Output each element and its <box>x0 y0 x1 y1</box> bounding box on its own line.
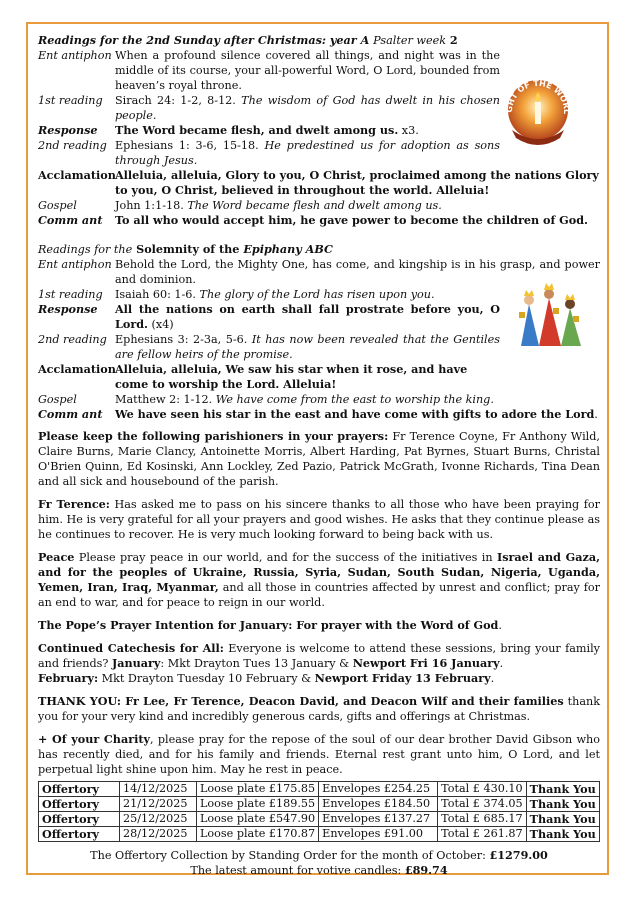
row-label: Gospel <box>38 393 77 406</box>
psalter-week-number: 2 <box>449 33 458 47</box>
offertory-label-cell: Offertory <box>39 812 120 827</box>
standing-order-line <box>38 848 600 863</box>
catechesis-notice <box>38 641 600 686</box>
christmas-response <box>38 123 600 138</box>
offertory-total-cell: Total £ 374.05 <box>438 797 526 812</box>
offertory-label-cell: Offertory <box>39 827 120 842</box>
acclamation-text: Alleluia, alleluia, We saw his star when it rose, and have come to worship the Lord. Alleluia! <box>115 362 468 391</box>
row-label: 1st reading <box>38 288 103 301</box>
epiphany-gospel <box>38 392 600 407</box>
epiphany-1st-reading <box>38 287 600 302</box>
catechesis-newport-jan: Newport Fri 16 January <box>352 656 500 670</box>
epiphany-ent-antiphon <box>38 257 600 287</box>
comm-ant-tail: . <box>594 408 598 421</box>
row-label: Comm ant <box>38 213 103 227</box>
charity-notice <box>38 732 600 777</box>
pope-tail: . <box>498 619 502 632</box>
offertory-label-cell: Offertory <box>39 797 120 812</box>
reading-ref: Isaiah 60: 1-6. <box>115 288 196 301</box>
reading-summary: The glory of the Lord has risen upon you. <box>199 288 435 301</box>
reading-summary: It has now been revealed that the Gentiles are fellow heirs of the promise. <box>115 333 500 361</box>
response-repeat: (x4) <box>147 318 174 331</box>
row-label: Response <box>38 302 98 316</box>
offertory-footer <box>38 848 600 878</box>
psalter-week-label: Psalter week <box>373 34 446 47</box>
standing-order-text: The Offertory Collection by Standing Order for the month of October: <box>90 849 490 862</box>
catechesis-lead: Continued Catechesis for All: <box>38 641 224 655</box>
catechesis-newport-feb: Newport Friday 13 February <box>314 671 491 685</box>
christmas-1st-reading <box>38 93 600 123</box>
offertory-env-cell: Envelopes £91.00 <box>319 827 438 842</box>
row-label: Response <box>38 123 98 137</box>
christmas-comm-ant <box>38 213 600 228</box>
offertory-date-cell: 14/12/2025 <box>120 782 197 797</box>
offertory-row <box>39 827 600 842</box>
epiphany-response <box>38 302 600 332</box>
newsletter-content <box>38 33 600 878</box>
offertory-date-cell: 28/12/2025 <box>120 827 197 842</box>
christmas-readings-heading <box>38 33 600 48</box>
peace-notice <box>38 550 600 610</box>
catechesis-text-2: : Mkt Drayton Tues 13 January & <box>160 657 353 670</box>
reading-summary: He predestined us for adoption as sons through Jesus. <box>115 139 500 167</box>
row-label: Ent antiphon <box>38 49 112 62</box>
offertory-total-cell: Total £ 430.10 <box>438 782 526 797</box>
reading-ref: John 1:1-18. <box>115 199 184 212</box>
prayers-lead: Please keep the following parishioners in your prayers: <box>38 429 389 443</box>
votive-candles-line <box>38 863 600 878</box>
heading-feast: Epiphany ABC <box>243 242 333 256</box>
pope-lead: The Pope’s Prayer Intention for January: For prayer with the Word of God <box>38 618 499 632</box>
reading-ref: Sirach 24: 1-2, 8-12. <box>115 94 236 107</box>
catechesis-january: January <box>111 656 161 670</box>
thank-you-notice <box>38 694 600 724</box>
offertory-plate-cell: Loose plate £189.55 <box>197 797 319 812</box>
catechesis-text-3: . <box>499 657 504 670</box>
row-label: Ent antiphon <box>38 258 112 271</box>
reading-ref: Ephesians 1: 3-6, 15-18. <box>115 139 259 152</box>
votive-candles-text: The latest amount for votive candles: <box>190 864 405 877</box>
reading-ref: Ephesians 3: 2-3a, 5-6. <box>115 333 248 346</box>
offertory-table <box>38 781 600 842</box>
acclamation-text: Alleluia, alleluia, Glory to you, O Christ, proclaimed among the nations Glory to you, O Christ, believed in throughout the world. Alleluia! <box>115 168 599 197</box>
row-label: Comm ant <box>38 407 103 421</box>
offertory-plate-cell: Loose plate £547.90 <box>197 812 319 827</box>
row-label: 1st reading <box>38 94 103 107</box>
standing-order-amount: £1279.00 <box>489 848 548 862</box>
offertory-thanks-cell: Thank You <box>526 812 599 827</box>
peace-text-2: and all those in countries affected by unrest and conflict; pray for an end to war, and for peace to reign in our world. <box>38 581 600 609</box>
row-label: Acclamation <box>38 362 116 376</box>
offertory-thanks-cell: Thank You <box>526 827 599 842</box>
charity-text: , please pray for the repose of the soul of our dear brother David Gibson who has recently died, and for his family and friends. Eternal rest grant unto him, O Lord, and let perpetual light shine upon him. May he rest in peace. <box>38 733 600 776</box>
comm-ant-text: We have seen his star in the east and have come with gifts to adore the Lord <box>115 407 595 421</box>
thanks-lead: THANK YOU: Fr Lee, Fr Terence, Deacon David, and Deacon Wilf and their families <box>38 694 564 708</box>
christmas-acclamation <box>38 168 600 198</box>
offertory-env-cell: Envelopes £254.25 <box>319 782 438 797</box>
offertory-total-cell: Total £ 685.17 <box>438 812 526 827</box>
heading-lead: Readings for the <box>38 243 133 256</box>
offertory-date-cell: 21/12/2025 <box>120 797 197 812</box>
offertory-plate-cell: Loose plate £170.87 <box>197 827 319 842</box>
offertory-plate-cell: Loose plate £175.85 <box>197 782 319 797</box>
epiphany-comm-ant <box>38 407 600 422</box>
heading-solemnity: Solemnity of the <box>136 242 240 256</box>
response-text: All the nations on earth shall fall prostrate before you, O Lord. <box>115 302 500 331</box>
epiphany-acclamation <box>38 362 600 392</box>
catechesis-text-1: Everyone is welcome to attend these sessions, bring your family and friends? <box>38 642 600 670</box>
reading-summary: We have come from the east to worship the king. <box>215 393 494 406</box>
peace-countries: Israel and Gaza, and for the peoples of Ukraine, Russia, Syria, Sudan, South Sudan, Nigeria, Uganda, Yemen, Iran, Iraq, Myanmar, <box>38 550 600 594</box>
catechesis-text-4: Mkt Drayton Tuesday 10 February & <box>98 672 315 685</box>
offertory-thanks-cell: Thank You <box>526 782 599 797</box>
row-label: 2nd reading <box>38 333 107 346</box>
reading-ref: Matthew 2: 1-12. <box>115 393 213 406</box>
row-text: Behold the Lord, the Mighty One, has come, and kingship is in his grasp, and power and dominion. <box>115 258 600 286</box>
christmas-gospel <box>38 198 600 213</box>
offertory-label-cell: Offertory <box>39 782 120 797</box>
terence-text: Has asked me to pass on his sincere thanks to all those who have been praying for him. He is very grateful for all your prayers and good wishes. He asks that they continue please as he continues to recover. He is very much looking forward to being back with us. <box>38 498 600 541</box>
prayers-notice <box>38 429 600 489</box>
peace-text-1: Please pray peace in our world, and for the success of the initiatives in <box>74 551 497 564</box>
logo-text: GHT OF THE WORL <box>504 78 572 115</box>
offertory-row <box>39 797 600 812</box>
response-text: The Word became flesh, and dwelt among us. <box>115 123 399 137</box>
row-label: Gospel <box>38 199 77 212</box>
row-label: Acclamation <box>38 168 116 182</box>
christmas-2nd-reading <box>38 138 600 168</box>
pope-intention <box>38 618 600 633</box>
heading-main: Readings for the 2nd Sunday after Christmas: year A <box>38 33 370 47</box>
row-label: 2nd reading <box>38 139 107 152</box>
christmas-ent-antiphon <box>38 48 600 93</box>
epiphany-2nd-reading <box>38 332 600 362</box>
terence-lead: Fr Terence: <box>38 497 110 511</box>
row-text: When a profound silence covered all things, and night was in the middle of its course, your all-powerful Word, O Lord, bounded from heaven’s royal throne. <box>115 49 500 92</box>
offertory-env-cell: Envelopes £184.50 <box>319 797 438 812</box>
votive-candles-amount: £89.74 <box>404 863 448 877</box>
reading-summary: The Word became flesh and dwelt among us. <box>187 199 442 212</box>
prayers-text: Fr Terence Coyne, Fr Anthony Wild, Claire Burns, Marie Clancy, Antoinette Morris, Albert Harding, Pat Byrnes, Stuart Burns, Christal O'Brien Quinn, Ed Kosinski, Ann Lockley, Zed Pazio, Patrick McGrath, Ivonne Richards, Tina Dean and all sick and housebound of the parish. <box>38 430 600 488</box>
epiphany-readings-heading <box>38 242 600 257</box>
reading-summary: The wisdom of God has dwelt in his chosen people. <box>115 94 501 122</box>
offertory-total-cell: Total £ 261.87 <box>438 827 526 842</box>
offertory-row <box>39 782 600 797</box>
offertory-row <box>39 812 600 827</box>
response-repeat: x3. <box>398 124 419 137</box>
catechesis-february: February: <box>38 671 99 685</box>
peace-lead: Peace <box>38 550 75 564</box>
catechesis-text-5: . <box>490 672 495 685</box>
fr-terence-notice <box>38 497 600 542</box>
comm-ant-text: To all who would accept him, he gave power to become the children of God. <box>115 213 588 227</box>
offertory-env-cell: Envelopes £137.27 <box>319 812 438 827</box>
offertory-date-cell: 25/12/2025 <box>120 812 197 827</box>
thanks-text: thank you for your very kind and incredibly generous cards, gifts and offerings at Christmas. <box>38 695 600 723</box>
offertory-thanks-cell: Thank You <box>526 797 599 812</box>
charity-lead: + Of your Charity <box>38 732 151 746</box>
